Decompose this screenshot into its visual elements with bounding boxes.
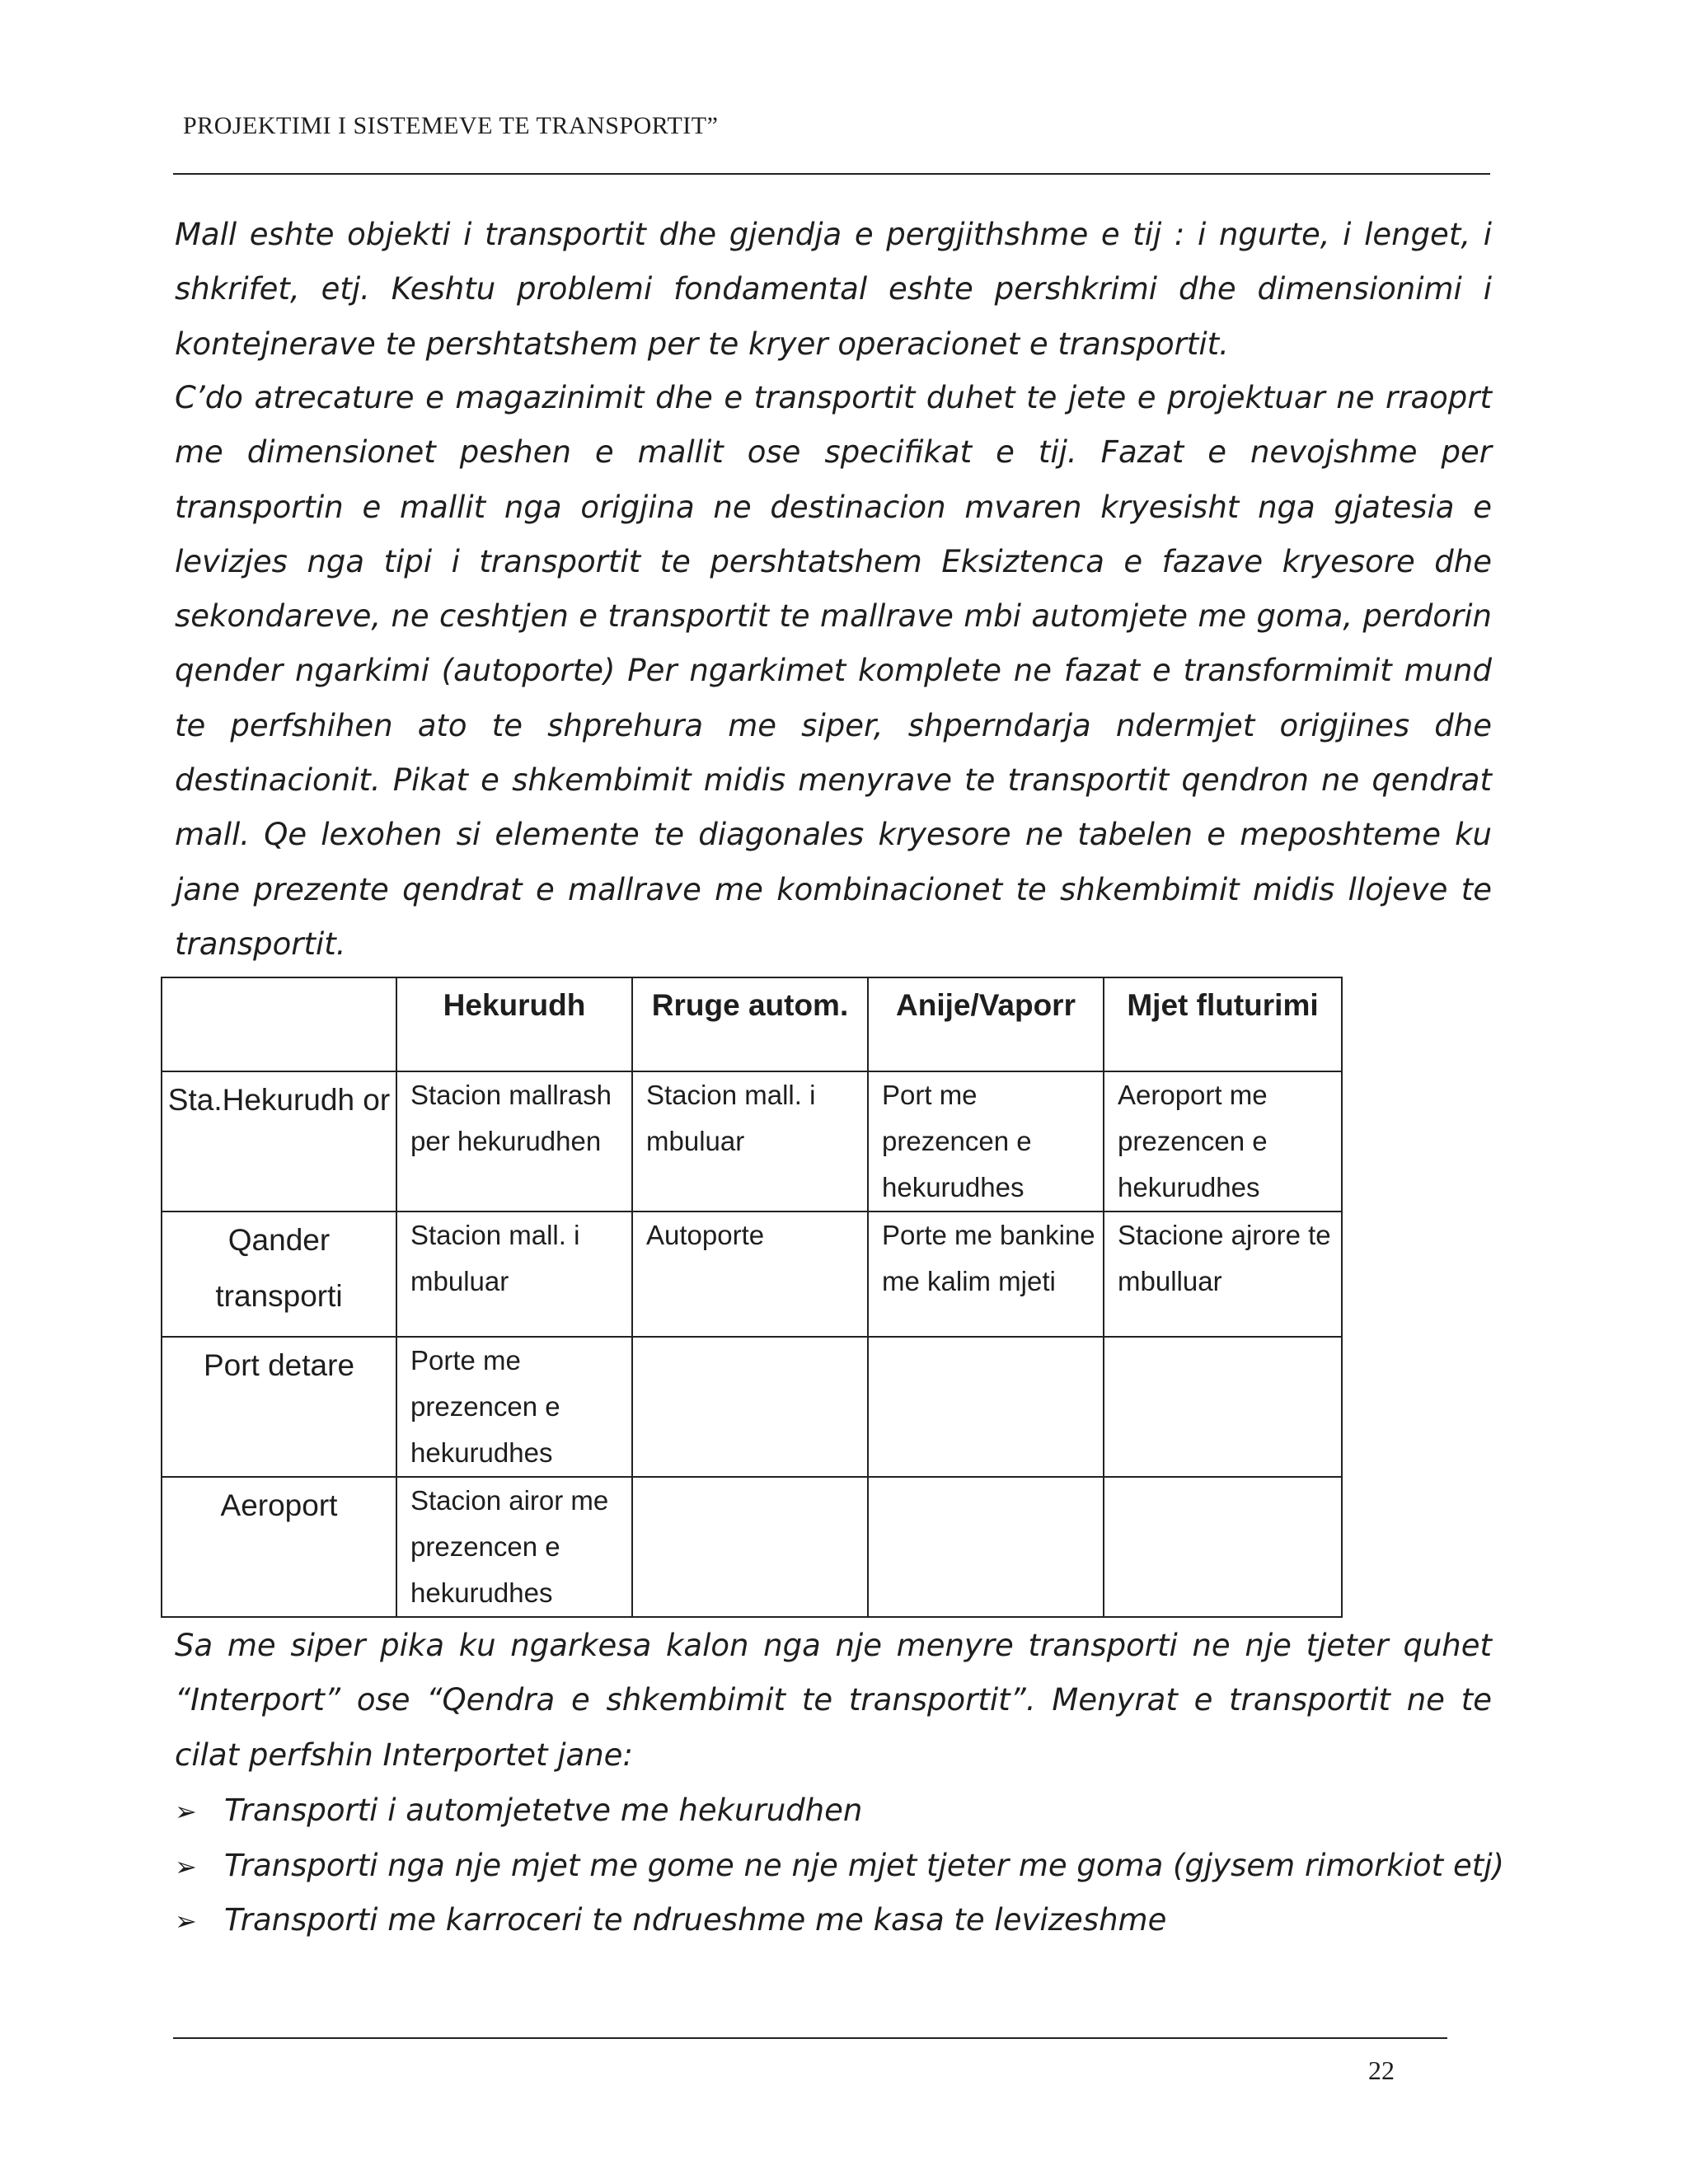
table-row [162, 1071, 1342, 1212]
table-corner-cell [162, 977, 396, 1071]
column-header-air: Mjet fluturimi [1104, 977, 1342, 1071]
footer-divider [173, 2037, 1447, 2039]
row-header: Aeroport [162, 1477, 396, 1617]
paragraph-interport: Sa me siper pika ku ngarkesa kalon nga nje menyre transporti ne nje tjeter quhet “Interport” ose “Qendra e shkembimit te transportit”. Menyrat e transportit ne te cilat perfshin Interportet jane: [175, 1628, 1492, 1773]
table-row [162, 1212, 1342, 1337]
list-item [175, 1893, 1504, 1948]
column-header-ship: Anije/Vaporr [868, 977, 1104, 1071]
table-row [162, 1337, 1342, 1477]
table-cell: Porte me prezencen e hekurudhes [396, 1337, 632, 1477]
row-header: Sta.Hekurudh or [162, 1071, 396, 1212]
arrow-bullet-icon: ➢ [175, 1905, 197, 1937]
row-header: Qander transporti [162, 1212, 396, 1337]
list-item [175, 1839, 1504, 1894]
list-item-text: Transporti nga nje mjet me gome ne nje mjet tjeter me goma (gjysem rimorkiot etj) [224, 1847, 1504, 1883]
paragraph-phases: C’do atrecature e magazinimit dhe e transportit duhet te jete e projektuar ne rraoprt me dimensionet peshen e mallit ose specifikat e tij. Fazat e nevojshme per transportin e mallit nga origjina ne destinacion mvaren kryesisht nga gjatesia e levizjes nga tipi i transportit te pershtatshem Eksiztenca e fazave kryesore dhe sekondareve, ne ceshtjen e transportit te mallrave mbi automjete me goma, perdorin qender ngarkimi (autoporte) Per ngarkimet komplete ne fazat e transformimit mund te perfshihen ato te shprehura me siper, shperndarja ndermjet origjines dhe destinacionit. Pikat e shkembimit midis menyrave te transportit qendron ne qendrat mall. Qe lexohen si elemente te diagonales kryesore ne tabelen e meposhteme ku jane prezente qendrat e mallrave me kombinacionet te shkembimit midis llojeve te transportit. [175, 380, 1492, 962]
list-item-text: Transporti i automjetetve me hekurudhen [224, 1793, 863, 1828]
table-cell: Stacion mall. i mbuluar [396, 1212, 632, 1337]
table-cell [1104, 1477, 1342, 1617]
table-cell [632, 1477, 868, 1617]
table-cell [868, 1337, 1104, 1477]
table-cell [632, 1337, 868, 1477]
table-cell: Stacion mall. i mbuluar [632, 1071, 868, 1212]
table-row [162, 1477, 1342, 1617]
table-cell [1104, 1337, 1342, 1477]
row-header: Port detare [162, 1337, 396, 1477]
header-divider [173, 173, 1490, 175]
column-header-rail: Hekurudh [396, 977, 632, 1071]
arrow-bullet-icon: ➢ [175, 1850, 197, 1882]
table-header-row [162, 977, 1342, 1071]
table-cell: Stacione ajrore te mbulluar [1104, 1212, 1342, 1337]
transport-modes-list [175, 1783, 1504, 1948]
table-cell: Autoporte [632, 1212, 868, 1337]
exchange-centers-table [161, 977, 1343, 1618]
list-item-text: Transporti me karroceri te ndrueshme me kasa te levizeshme [224, 1902, 1167, 1938]
table-cell: Stacion airor me prezencen e hekurudhes [396, 1477, 632, 1617]
page-number: 22 [1368, 2055, 1395, 2085]
table-cell: Port me prezencen e hekurudhes [868, 1071, 1104, 1212]
table-cell [868, 1477, 1104, 1617]
table-cell: Stacion mallrash per hekurudhen [396, 1071, 632, 1212]
table-cell: Porte me bankine me kalim mjeti [868, 1212, 1104, 1337]
column-header-road: Rruge autom. [632, 977, 868, 1071]
table-cell: Aeroport me prezencen e hekurudhes [1104, 1071, 1342, 1212]
paragraph-intro: Mall eshte objekti i transportit dhe gjendja e pergjithshme e tij : i ngurte, i lenget, i shkrifet, etj. Keshtu problemi fondamental eshte pershkrimi dhe dimensionimi i kontejnerave te pershtatshem per te kryer operacionet e transportit. [175, 217, 1492, 362]
list-item [175, 1783, 1504, 1839]
running-header: PROJEKTIMI I SISTEMEVE TE TRANSPORTIT” [183, 112, 719, 139]
arrow-bullet-icon: ➢ [175, 1796, 197, 1827]
